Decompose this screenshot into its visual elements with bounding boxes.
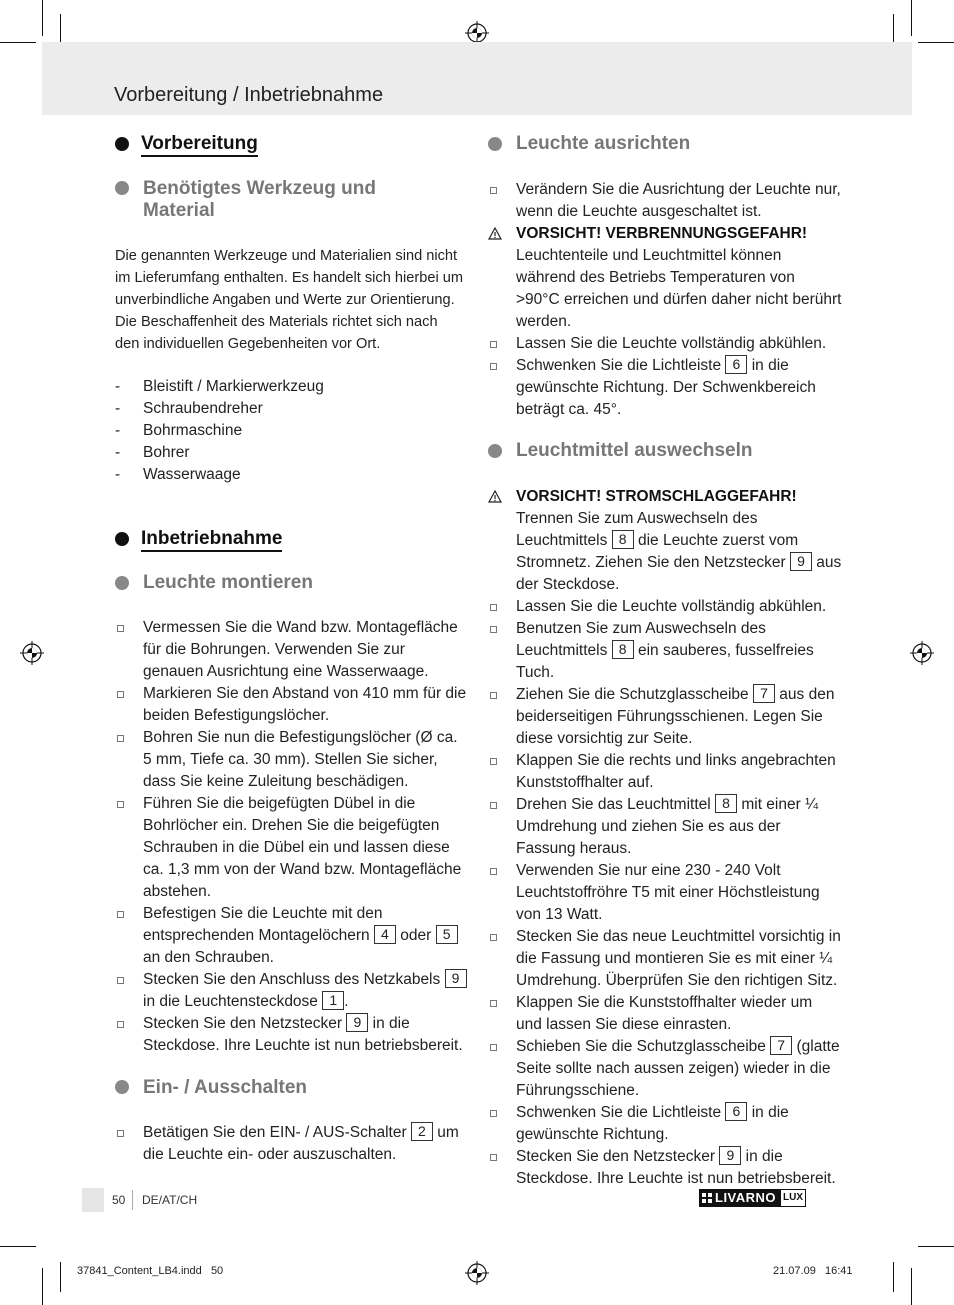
list-item bbox=[488, 355, 842, 421]
list-item-text: Schwenken Sie die Lichtleiste bbox=[516, 1104, 722, 1121]
warning-triangle-icon bbox=[488, 227, 502, 240]
crop-mark bbox=[60, 1262, 61, 1292]
checkbox-square-icon bbox=[490, 802, 497, 809]
part-number-badge: 6 bbox=[725, 355, 747, 374]
list-item bbox=[488, 926, 842, 992]
checkbox-square-icon bbox=[490, 758, 497, 765]
list-item-text: Schwenken Sie die Lichtleiste bbox=[516, 357, 722, 374]
list-item bbox=[115, 969, 467, 1013]
list-item-text: Schieben Sie die Schutzglasscheibe bbox=[516, 1038, 766, 1055]
warning-item bbox=[488, 486, 842, 596]
list-item-text: Führen Sie die beigefügten Dübel in die Bohrlöcher ein. Drehen Sie die beigefügten Schrauben in die Dübel ein und lassen diese ca. 1,3 mm von der Wand bzw. Montagefläche abstehen. bbox=[143, 795, 462, 900]
list-item bbox=[488, 860, 842, 926]
part-number-badge: 7 bbox=[753, 684, 775, 703]
list-item bbox=[115, 1013, 467, 1057]
heading-leuchte-montieren: Leuchte montieren bbox=[143, 572, 313, 593]
checkbox-square-icon bbox=[117, 911, 124, 918]
dash-marker: - bbox=[115, 444, 121, 461]
list-item bbox=[115, 793, 467, 903]
list-item-text: Wasserwaage bbox=[143, 466, 241, 483]
list-item-text: Lassen Sie die Leuchte vollständig abkühlen. bbox=[516, 335, 827, 352]
checkbox-square-icon bbox=[490, 626, 497, 633]
list-item bbox=[488, 179, 842, 223]
registration-mark-icon bbox=[20, 641, 44, 665]
checkbox-square-icon bbox=[117, 735, 124, 742]
list-item bbox=[488, 992, 842, 1036]
footer-tab bbox=[82, 1188, 104, 1212]
list-item-text: Trennen Sie zum Auswechseln des Leuchtmittels bbox=[516, 510, 758, 549]
heading-leuchte-ausrichten: Leuchte ausrichten bbox=[516, 133, 691, 154]
brand-mark-icon bbox=[702, 1193, 712, 1203]
list-item-text: mit einer ¼ Umdrehung und ziehen Sie es aus der Fassung heraus. bbox=[516, 796, 819, 857]
montieren-steps bbox=[115, 617, 467, 1057]
checkbox-square-icon bbox=[117, 691, 124, 698]
part-number-badge: 6 bbox=[725, 1102, 747, 1121]
checkbox-square-icon bbox=[490, 1000, 497, 1007]
list-item-text: an den Schrauben. bbox=[143, 949, 274, 966]
part-number-badge: 5 bbox=[436, 925, 458, 944]
list-item-text: Bohren Sie nun die Befestigungslöcher (Ø ca. 5 mm, Tiefe ca. 30 mm). Stellen Sie sicher, dass Sie keine Zuleitung beschädigen. bbox=[143, 729, 458, 790]
warning-triangle-icon bbox=[488, 490, 502, 503]
list-item-text: Verwenden Sie nur eine 230 - 240 Volt Leuchtstoffröhre T5 mit einer Höchstleistung von 13 Watt. bbox=[516, 862, 820, 923]
crop-mark bbox=[918, 1246, 954, 1247]
list-item bbox=[488, 1146, 842, 1190]
crop-mark bbox=[911, 0, 912, 36]
list-item bbox=[488, 1036, 842, 1102]
list-item-text: um die Leuchte ein- oder auszuschalten. bbox=[143, 1124, 459, 1163]
warning-item bbox=[488, 223, 842, 333]
list-item-text: Befestigen Sie die Leuchte mit den entsprechenden Montagelöchern bbox=[143, 905, 383, 944]
checkbox-square-icon bbox=[490, 1044, 497, 1051]
subsection-bullet-icon bbox=[115, 181, 129, 195]
brand-sub: LUX bbox=[780, 1189, 806, 1207]
list-item bbox=[488, 684, 842, 750]
subsection-bullet-icon bbox=[115, 1080, 129, 1094]
crop-mark bbox=[42, 1268, 43, 1305]
warning-label: VORSICHT! STROMSCHLAGGEFAHR! bbox=[516, 488, 797, 505]
list-item-text: Bohrmaschine bbox=[143, 422, 243, 439]
list-item bbox=[115, 683, 467, 727]
crop-mark bbox=[42, 0, 43, 36]
list-item bbox=[488, 1102, 842, 1146]
heading-text: Inbetriebnahme bbox=[141, 528, 282, 552]
registration-mark-icon bbox=[465, 1261, 489, 1285]
list-item-text: aus den beiderseitigen Führungsschienen. Legen Sie diese vorsichtig zur Seite. bbox=[516, 686, 835, 747]
heading-inbetriebnahme bbox=[141, 528, 282, 550]
schalten-steps bbox=[115, 1122, 467, 1166]
ausrichten-steps bbox=[488, 179, 842, 421]
part-number-badge: 8 bbox=[612, 530, 634, 549]
list-item-text: Klappen Sie die rechts und links angebrachten Kunststoffhalter auf. bbox=[516, 752, 836, 791]
part-number-badge: 1 bbox=[322, 991, 344, 1010]
heading-text: Vorbereitung bbox=[141, 133, 258, 157]
list-item-text: Stecken Sie den Netzstecker bbox=[516, 1148, 716, 1165]
list-item-text: in die gewünschte Richtung. bbox=[516, 1104, 789, 1143]
checkbox-square-icon bbox=[490, 604, 497, 611]
brand-logo bbox=[699, 1189, 806, 1207]
part-number-badge: 7 bbox=[770, 1036, 792, 1055]
crop-mark bbox=[0, 1246, 36, 1247]
list-item-text: Stecken Sie das neue Leuchtmittel vorsichtig in die Fassung und montieren Sie es mit einer ¼ Umdrehung. Überprüfen Sie den richtigen Sitz. bbox=[516, 928, 841, 989]
crop-mark bbox=[918, 42, 954, 43]
werkzeug-paragraph: Die genannten Werkzeuge und Materialien sind nicht im Lieferumfang enthalten. Es handelt sich hierbei um unverbindliche Angaben und Werte zur Orientierung. Die Beschaffenheit des Materials richtet sich nach den individuellen Gegebenheiten vor Ort. bbox=[115, 248, 464, 352]
list-item bbox=[115, 376, 465, 398]
list-item bbox=[115, 464, 465, 486]
list-item-text: in die Steckdose. Ihre Leuchte ist nun betriebsbereit. bbox=[516, 1148, 836, 1187]
crop-mark bbox=[0, 42, 36, 43]
section-bullet-icon bbox=[115, 137, 129, 151]
list-item bbox=[115, 1122, 467, 1166]
section-bullet-icon bbox=[115, 532, 129, 546]
list-item-text: Markieren Sie den Abstand von 410 mm für die beiden Befestigungslöcher. bbox=[143, 685, 467, 724]
heading-vorbereitung bbox=[141, 133, 258, 155]
part-number-badge: 8 bbox=[715, 794, 737, 813]
part-number-badge: 4 bbox=[374, 925, 396, 944]
list-item bbox=[488, 596, 842, 618]
list-item-text: Ziehen Sie die Schutzglasscheibe bbox=[516, 686, 749, 703]
list-item bbox=[115, 442, 465, 464]
part-number-badge: 9 bbox=[445, 969, 467, 988]
footer-divider bbox=[132, 1190, 133, 1210]
list-item bbox=[115, 617, 467, 683]
checkbox-square-icon bbox=[117, 801, 124, 808]
list-item-text: oder bbox=[400, 927, 432, 944]
list-item-text: Klappen Sie die Kunststoffhalter wieder um und lassen Sie diese einrasten. bbox=[516, 994, 813, 1033]
part-number-badge: 9 bbox=[346, 1013, 368, 1032]
heading-werkzeug: Benötigtes Werkzeug und Material bbox=[143, 178, 376, 221]
checkbox-square-icon bbox=[117, 625, 124, 632]
part-number-badge: 9 bbox=[790, 552, 812, 571]
list-item-text: Benutzen Sie zum Auswechseln des Leuchtmittels bbox=[516, 620, 766, 659]
list-item-text: Bleistift / Markierwerkzeug bbox=[143, 378, 324, 395]
list-item-text: . bbox=[344, 993, 349, 1010]
checkbox-square-icon bbox=[490, 692, 497, 699]
crop-mark bbox=[893, 14, 894, 44]
dash-marker: - bbox=[115, 400, 121, 417]
checkbox-square-icon bbox=[490, 1110, 497, 1117]
list-item-text: (glatte Seite sollte nach aussen zeigen) wieder in die Führungsschiene. bbox=[516, 1038, 840, 1099]
checkbox-square-icon bbox=[490, 363, 497, 370]
part-number-badge: 9 bbox=[719, 1146, 741, 1165]
heading-leuchtmittel-auswechseln: Leuchtmittel auswechseln bbox=[516, 440, 753, 461]
crop-mark bbox=[60, 14, 61, 44]
part-number-badge: 2 bbox=[411, 1122, 433, 1141]
dash-marker: - bbox=[115, 422, 121, 439]
list-item-text: Verändern Sie die Ausrichtung der Leuchte nur, wenn die Leuchte ausgeschaltet ist. bbox=[516, 181, 841, 220]
part-number-badge: 8 bbox=[612, 640, 634, 659]
checkbox-square-icon bbox=[117, 1130, 124, 1137]
crop-mark bbox=[893, 1262, 894, 1292]
list-item-text: Leuchtenteile und Leuchtmittel können während des Betriebs Temperaturen von >90°C erreichen und dürfen daher nicht berührt werden. bbox=[516, 247, 842, 330]
subsection-bullet-icon bbox=[488, 444, 502, 458]
locale-label: DE/AT/CH bbox=[142, 1193, 198, 1207]
checkbox-square-icon bbox=[490, 868, 497, 875]
list-item-text: in die Leuchtensteckdose bbox=[143, 993, 318, 1010]
checkbox-square-icon bbox=[490, 341, 497, 348]
wechseln-steps bbox=[488, 486, 842, 1190]
list-item bbox=[115, 727, 467, 793]
checkbox-square-icon bbox=[490, 934, 497, 941]
subsection-bullet-icon bbox=[115, 576, 129, 590]
dash-marker: - bbox=[115, 378, 121, 395]
brand-logo-main bbox=[699, 1189, 780, 1207]
checkbox-square-icon bbox=[117, 1021, 124, 1028]
list-item-text: Schraubendreher bbox=[143, 400, 263, 417]
heading-ein-ausschalten: Ein- / Ausschalten bbox=[143, 1077, 307, 1098]
list-item-text: Stecken Sie den Anschluss des Netzkabels bbox=[143, 971, 441, 988]
list-item-text: aus der Steckdose. bbox=[516, 554, 842, 593]
list-item bbox=[115, 398, 465, 420]
list-item-text: die Leuchte zuerst vom Stromnetz. Ziehen Sie den Netzstecker bbox=[516, 532, 799, 571]
list-item bbox=[488, 618, 842, 684]
page-number: 50 bbox=[112, 1193, 126, 1207]
checkbox-square-icon bbox=[117, 977, 124, 984]
crop-mark bbox=[911, 1268, 912, 1305]
list-item bbox=[488, 794, 842, 860]
dash-marker: - bbox=[115, 466, 121, 483]
list-item bbox=[115, 420, 465, 442]
list-item-text: Drehen Sie das Leuchtmittel bbox=[516, 796, 711, 813]
page-title: Vorbereitung / Inbetriebnahme bbox=[114, 84, 384, 106]
list-item bbox=[115, 903, 467, 969]
brand-name: LIVARNO bbox=[715, 1190, 777, 1205]
list-item bbox=[488, 750, 842, 794]
slug-date: 21.07.09 16:41 bbox=[773, 1265, 853, 1277]
slug-file: 37841_Content_LB4.indd 50 bbox=[77, 1265, 224, 1277]
list-item-text: Betätigen Sie den EIN- / AUS-Schalter bbox=[143, 1124, 407, 1141]
list-item-text: in die Steckdose. Ihre Leuchte ist nun betriebsbereit. bbox=[143, 1015, 463, 1054]
list-item-text: Vermessen Sie die Wand bzw. Montagefläche für die Bohrungen. Verwenden Sie zur genauen Ausrichtung eine Wasserwaage. bbox=[143, 619, 458, 680]
list-item-text: Lassen Sie die Leuchte vollständig abkühlen. bbox=[516, 598, 827, 615]
list-item-text: Stecken Sie den Netzstecker bbox=[143, 1015, 343, 1032]
warning-label: VORSICHT! VERBRENNUNGSGEFAHR! bbox=[516, 225, 808, 242]
tools-list bbox=[115, 376, 465, 486]
list-item bbox=[488, 333, 842, 355]
checkbox-square-icon bbox=[490, 1154, 497, 1161]
subsection-bullet-icon bbox=[488, 137, 502, 151]
registration-mark-icon bbox=[910, 641, 934, 665]
list-item-text: in die gewünschte Richtung. Der Schwenkbereich beträgt ca. 45°. bbox=[516, 357, 816, 418]
list-item-text: Bohrer bbox=[143, 444, 190, 461]
checkbox-square-icon bbox=[490, 187, 497, 194]
list-item-text: ein sauberes, fusselfreies Tuch. bbox=[516, 642, 814, 681]
